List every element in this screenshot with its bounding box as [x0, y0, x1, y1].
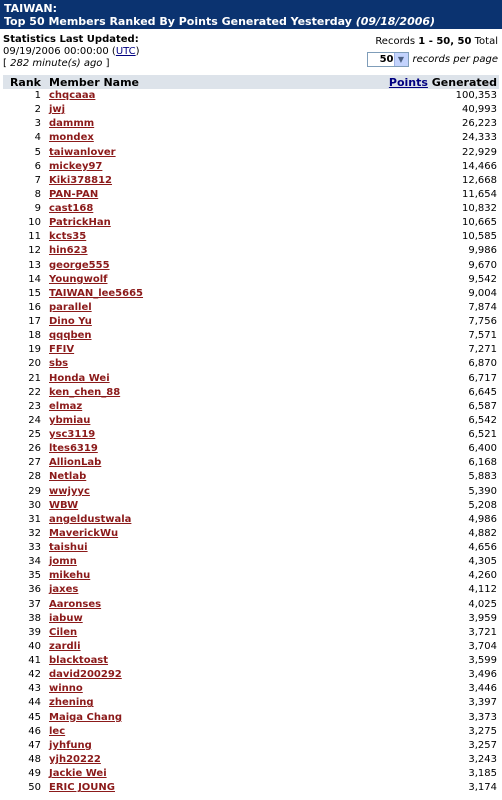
member-link[interactable]: AllionLab	[49, 457, 102, 469]
member-name-cell	[45, 668, 259, 682]
points-cell: 10,665	[462, 217, 497, 229]
rank-cell: 36	[28, 584, 41, 596]
member-name-cell	[45, 470, 259, 484]
member-name-cell	[45, 527, 259, 541]
records-prefix: Records	[375, 36, 416, 47]
tz-close: )	[135, 46, 140, 57]
rank-cell: 16	[28, 301, 41, 313]
header-points	[259, 75, 499, 89]
member-name-cell	[45, 485, 259, 499]
member-name-cell	[45, 386, 259, 400]
table-row	[3, 343, 499, 357]
points-cell: 4,986	[468, 513, 497, 525]
page-title	[4, 15, 498, 28]
rank-cell: 14	[28, 273, 41, 285]
member-name-cell	[45, 244, 259, 258]
points-cell: 7,874	[468, 301, 497, 313]
member-link[interactable]: mickey97	[49, 160, 103, 172]
member-link[interactable]: taiwanlover	[49, 146, 116, 158]
points-cell: 9,004	[468, 287, 497, 299]
rank-cell: 20	[28, 358, 41, 370]
member-name-cell	[45, 329, 259, 343]
rank-cell: 21	[28, 372, 41, 384]
member-name-cell	[45, 400, 259, 414]
rank-cell: 2	[34, 104, 41, 116]
table-row	[3, 287, 499, 301]
ago-suffix: ]	[105, 58, 110, 69]
member-name-cell	[45, 513, 259, 527]
points-cell: 6,400	[468, 443, 497, 455]
rank-cell: 44	[28, 697, 41, 709]
table-row	[3, 244, 499, 258]
table-row	[3, 668, 499, 682]
rank-cell: 23	[28, 400, 41, 412]
points-cell: 3,397	[468, 697, 497, 709]
member-link[interactable]: ken_chen_88	[49, 386, 121, 398]
member-link[interactable]: Youngwolf	[49, 273, 108, 285]
points-cell: 6,870	[468, 358, 497, 370]
rank-cell: 11	[28, 231, 41, 243]
points-cell: 6,645	[468, 386, 497, 398]
rank-cell: 48	[28, 753, 41, 765]
member-link[interactable]: ysc3119	[49, 429, 96, 441]
rank-cell: 29	[28, 485, 41, 497]
table-row	[3, 386, 499, 400]
header-member-name: Member Name	[45, 75, 259, 89]
table-row	[3, 598, 499, 612]
member-name-cell	[45, 725, 259, 739]
member-link[interactable]: elmaz	[49, 400, 83, 412]
points-cell: 100,353	[455, 90, 497, 102]
table-row	[3, 696, 499, 710]
table-row	[3, 499, 499, 513]
table-row	[3, 767, 499, 781]
table-row	[3, 470, 499, 484]
points-cell: 14,466	[462, 160, 497, 172]
member-name-cell	[45, 146, 259, 160]
member-link[interactable]: Jackie Wei	[49, 768, 107, 780]
member-link[interactable]: angeldustwala	[49, 513, 132, 525]
points-cell: 4,112	[468, 584, 497, 596]
member-name-cell	[45, 640, 259, 654]
member-link[interactable]: zardli	[49, 640, 81, 652]
table-row	[3, 329, 499, 343]
points-cell: 4,260	[468, 570, 497, 582]
member-link[interactable]: iabuw	[49, 612, 83, 624]
points-cell: 24,333	[462, 132, 497, 144]
table-row	[3, 89, 499, 103]
rank-cell: 7	[34, 174, 41, 186]
table-row	[3, 654, 499, 668]
rank-cell: 26	[28, 443, 41, 455]
tz-open: (	[111, 46, 116, 57]
points-cell: 12,668	[462, 174, 497, 186]
member-name-cell	[45, 287, 259, 301]
records-per-page-label: records per page	[412, 53, 498, 65]
rank-cell: 4	[34, 132, 41, 144]
rank-cell: 38	[28, 612, 41, 624]
records-per-page-select[interactable]	[367, 52, 409, 67]
points-cell: 26,223	[462, 118, 497, 130]
rank-cell: 3	[34, 118, 41, 130]
member-link[interactable]: hin623	[49, 245, 88, 257]
table-row	[3, 781, 499, 795]
member-link[interactable]: Aaronses	[49, 598, 102, 610]
points-cell: 4,025	[468, 598, 497, 610]
points-cell: 5,883	[468, 471, 497, 483]
member-name-cell	[45, 357, 259, 371]
rank-cell: 32	[28, 527, 41, 539]
points-cell: 9,986	[468, 245, 497, 257]
table-row	[3, 640, 499, 654]
points-cell: 5,208	[468, 499, 497, 511]
rank-cell: 34	[28, 556, 41, 568]
points-cell: 6,587	[468, 400, 497, 412]
table-row	[3, 626, 499, 640]
member-name-cell	[45, 711, 259, 725]
table-row	[3, 527, 499, 541]
member-name-cell	[45, 103, 259, 117]
table-row	[3, 131, 499, 145]
stats-ago: 282 minute(s) ago	[10, 58, 103, 69]
table-row	[3, 273, 499, 287]
member-name-cell	[45, 654, 259, 668]
table-row	[3, 739, 499, 753]
points-cell: 3,496	[468, 669, 497, 681]
table-row	[3, 188, 499, 202]
points-cell: 3,257	[468, 739, 497, 751]
table-row	[3, 456, 499, 470]
table-row	[3, 485, 499, 499]
rank-cell: 24	[28, 414, 41, 426]
member-link[interactable]: Honda Wei	[49, 372, 110, 384]
table-row	[3, 555, 499, 569]
member-name-cell	[45, 626, 259, 640]
points-cell: 6,521	[468, 429, 497, 441]
table-header-row	[3, 75, 499, 89]
title-date: (09/18/2006)	[355, 15, 436, 28]
table-row	[3, 414, 499, 428]
member-name-cell	[45, 781, 259, 795]
points-cell: 9,670	[468, 259, 497, 271]
rank-cell: 40	[28, 640, 41, 652]
member-link[interactable]: mondex	[49, 132, 94, 144]
member-name-cell	[45, 541, 259, 555]
rank-cell: 50	[28, 782, 41, 794]
points-cell: 3,446	[468, 683, 497, 695]
rank-cell: 37	[28, 598, 41, 610]
table-row	[3, 753, 499, 767]
points-cell: 3,959	[468, 612, 497, 624]
member-name-cell	[45, 583, 259, 597]
member-name-cell	[45, 767, 259, 781]
table-row	[3, 117, 499, 131]
member-link[interactable]: ERIC JOUNG	[49, 782, 115, 794]
rank-cell: 49	[28, 768, 41, 780]
table-row	[3, 259, 499, 273]
member-name-cell	[45, 117, 259, 131]
rank-cell: 33	[28, 542, 41, 554]
rankings-table	[3, 75, 499, 795]
member-name-cell	[45, 555, 259, 569]
member-link[interactable]: blacktoast	[49, 655, 109, 667]
member-link[interactable]: PAN-PAN	[49, 188, 99, 200]
points-cell: 9,542	[468, 273, 497, 285]
ago-prefix: [	[3, 58, 7, 69]
member-link[interactable]: ybmiau	[49, 414, 91, 426]
rank-cell: 25	[28, 429, 41, 441]
points-cell: 6,542	[468, 414, 497, 426]
member-link[interactable]: cast168	[49, 203, 94, 215]
rank-cell: 31	[28, 513, 41, 525]
member-name-cell	[45, 315, 259, 329]
rank-cell: 30	[28, 499, 41, 511]
points-cell: 4,656	[468, 542, 497, 554]
member-name-cell	[45, 739, 259, 753]
points-cell: 40,993	[462, 104, 497, 116]
rank-cell: 8	[34, 188, 41, 200]
member-link[interactable]: jomn	[49, 556, 77, 568]
member-name-cell	[45, 442, 259, 456]
table-row	[3, 682, 499, 696]
member-link[interactable]: dammm	[49, 118, 95, 130]
rank-cell: 5	[34, 146, 41, 158]
points-cell: 7,571	[468, 330, 497, 342]
points-cell: 10,585	[462, 231, 497, 243]
member-link[interactable]: qqqben	[49, 330, 92, 342]
rank-cell: 15	[28, 287, 41, 299]
rank-cell: 6	[34, 160, 41, 172]
member-link[interactable]: TAIWAN_lee5665	[49, 287, 144, 299]
per-page-control	[367, 52, 499, 67]
member-link[interactable]: PatrickHan	[49, 217, 111, 229]
points-cell: 3,721	[468, 626, 497, 638]
page-header	[0, 0, 502, 29]
member-link[interactable]: kcts35	[49, 231, 87, 243]
points-cell: 5,390	[468, 485, 497, 497]
points-cell: 22,929	[462, 146, 497, 158]
records-info	[367, 36, 499, 67]
points-cell: 4,305	[468, 556, 497, 568]
points-cell: 3,599	[468, 655, 497, 667]
member-name-cell	[45, 696, 259, 710]
points-cell: 3,373	[468, 711, 497, 723]
member-name-cell	[45, 174, 259, 188]
table-row	[3, 216, 499, 230]
stats-info	[3, 34, 140, 70]
rank-cell: 18	[28, 330, 41, 342]
stats-datetime: 09/19/2006 00:00:00	[3, 46, 109, 57]
table-row	[3, 202, 499, 216]
table-row	[3, 230, 499, 244]
points-cell: 3,243	[468, 753, 497, 765]
rank-cell: 12	[28, 245, 41, 257]
rank-cell: 46	[28, 725, 41, 737]
chevron-down-icon[interactable]: ▼	[394, 53, 408, 66]
header-rank: Rank	[3, 75, 45, 89]
points-sort-link[interactable]: Points	[388, 75, 428, 89]
member-name-cell	[45, 414, 259, 428]
member-link[interactable]: FFIV	[49, 344, 75, 356]
table-row	[3, 583, 499, 597]
member-link[interactable]: MaverickWu	[49, 527, 119, 539]
member-link[interactable]: sbs	[49, 358, 69, 370]
table-row	[3, 146, 499, 160]
table-row	[3, 428, 499, 442]
member-name-cell	[45, 273, 259, 287]
member-name-cell	[45, 598, 259, 612]
table-row	[3, 612, 499, 626]
member-link[interactable]: ltes6319	[49, 443, 98, 455]
region-title: TAIWAN:	[4, 2, 58, 15]
rank-cell: 13	[28, 259, 41, 271]
table-row	[3, 442, 499, 456]
member-link[interactable]: Netlab	[49, 471, 87, 483]
member-link[interactable]: yjh20222	[49, 753, 101, 765]
member-name-cell	[45, 230, 259, 244]
member-name-cell	[45, 259, 259, 273]
member-name-cell	[45, 188, 259, 202]
member-name-cell	[45, 89, 259, 103]
records-summary	[367, 36, 499, 48]
stats-bar	[0, 29, 502, 75]
member-link[interactable]: jwj	[49, 104, 66, 116]
table-body	[3, 89, 499, 795]
stats-datetime-line	[3, 46, 140, 58]
rank-cell: 17	[28, 316, 41, 328]
member-link[interactable]: lec	[49, 725, 66, 737]
member-link[interactable]: Kiki378812	[49, 174, 113, 186]
table-row	[3, 160, 499, 174]
points-cell: 6,717	[468, 372, 497, 384]
member-link[interactable]: chqcaaa	[49, 90, 96, 102]
points-cell: 11,654	[462, 188, 497, 200]
member-name-cell	[45, 612, 259, 626]
table-row	[3, 711, 499, 725]
member-name-cell	[45, 160, 259, 174]
member-name-cell	[45, 499, 259, 513]
points-cell: 6,168	[468, 457, 497, 469]
points-cell: 7,756	[468, 316, 497, 328]
member-name-cell	[45, 301, 259, 315]
rank-cell: 28	[28, 471, 41, 483]
rank-cell: 41	[28, 655, 41, 667]
rank-cell: 43	[28, 683, 41, 695]
member-link[interactable]: taishui	[49, 542, 88, 554]
points-cell: 3,185	[468, 768, 497, 780]
member-link[interactable]: parallel	[49, 301, 92, 313]
rank-cell: 27	[28, 457, 41, 469]
table-row	[3, 400, 499, 414]
member-name-cell	[45, 428, 259, 442]
points-cell: 7,271	[468, 344, 497, 356]
table-row	[3, 513, 499, 527]
records-per-page-value: 50	[379, 53, 394, 65]
records-range: 1 - 50, 50	[418, 36, 472, 47]
header-points-rest: Generated	[431, 75, 497, 89]
table-row	[3, 541, 499, 555]
rank-cell: 22	[28, 386, 41, 398]
member-name-cell	[45, 343, 259, 357]
rank-cell: 35	[28, 570, 41, 582]
table-row	[3, 103, 499, 117]
points-cell: 3,704	[468, 640, 497, 652]
rank-cell: 39	[28, 626, 41, 638]
points-cell: 3,275	[468, 725, 497, 737]
member-name-cell	[45, 372, 259, 386]
member-link[interactable]: winno	[49, 683, 83, 695]
title-text: Top 50 Members Ranked By Points Generated Yesterday	[4, 15, 352, 28]
stats-label: Statistics Last Updated:	[3, 34, 139, 45]
table-row	[3, 372, 499, 386]
member-link[interactable]: WBW	[49, 499, 79, 511]
member-link[interactable]: mikehu	[49, 570, 91, 582]
points-cell: 4,882	[468, 527, 497, 539]
points-cell: 10,832	[462, 203, 497, 215]
member-link[interactable]: Dino Yu	[49, 316, 92, 328]
member-name-cell	[45, 131, 259, 145]
member-link[interactable]: zhening	[49, 697, 94, 709]
rank-cell: 47	[28, 739, 41, 751]
member-link[interactable]: david200292	[49, 669, 122, 681]
utc-link[interactable]: UTC	[115, 46, 136, 57]
table-row	[3, 301, 499, 315]
table-row	[3, 357, 499, 371]
rank-cell: 10	[28, 217, 41, 229]
stats-ago-line	[3, 58, 140, 70]
table-row	[3, 725, 499, 739]
rank-cell: 9	[34, 203, 41, 215]
table-row	[3, 315, 499, 329]
points-cell: 3,174	[468, 782, 497, 794]
member-name-cell	[45, 456, 259, 470]
member-name-cell	[45, 682, 259, 696]
rank-cell: 45	[28, 711, 41, 723]
member-link[interactable]: Cilen	[49, 626, 78, 638]
member-link[interactable]: jyhfung	[49, 739, 92, 751]
member-link[interactable]: wwjyyc	[49, 485, 90, 497]
table-row	[3, 569, 499, 583]
table-row	[3, 174, 499, 188]
rank-cell: 42	[28, 669, 41, 681]
member-name-cell	[45, 753, 259, 767]
member-name-cell	[45, 202, 259, 216]
member-name-cell	[45, 216, 259, 230]
rank-cell: 1	[34, 90, 41, 102]
member-link[interactable]: Maiga Chang	[49, 711, 122, 723]
rank-cell: 19	[28, 344, 41, 356]
member-link[interactable]: george555	[49, 259, 110, 271]
member-name-cell	[45, 569, 259, 583]
member-link[interactable]: jaxes	[49, 584, 79, 596]
records-suffix: Total	[474, 36, 498, 47]
